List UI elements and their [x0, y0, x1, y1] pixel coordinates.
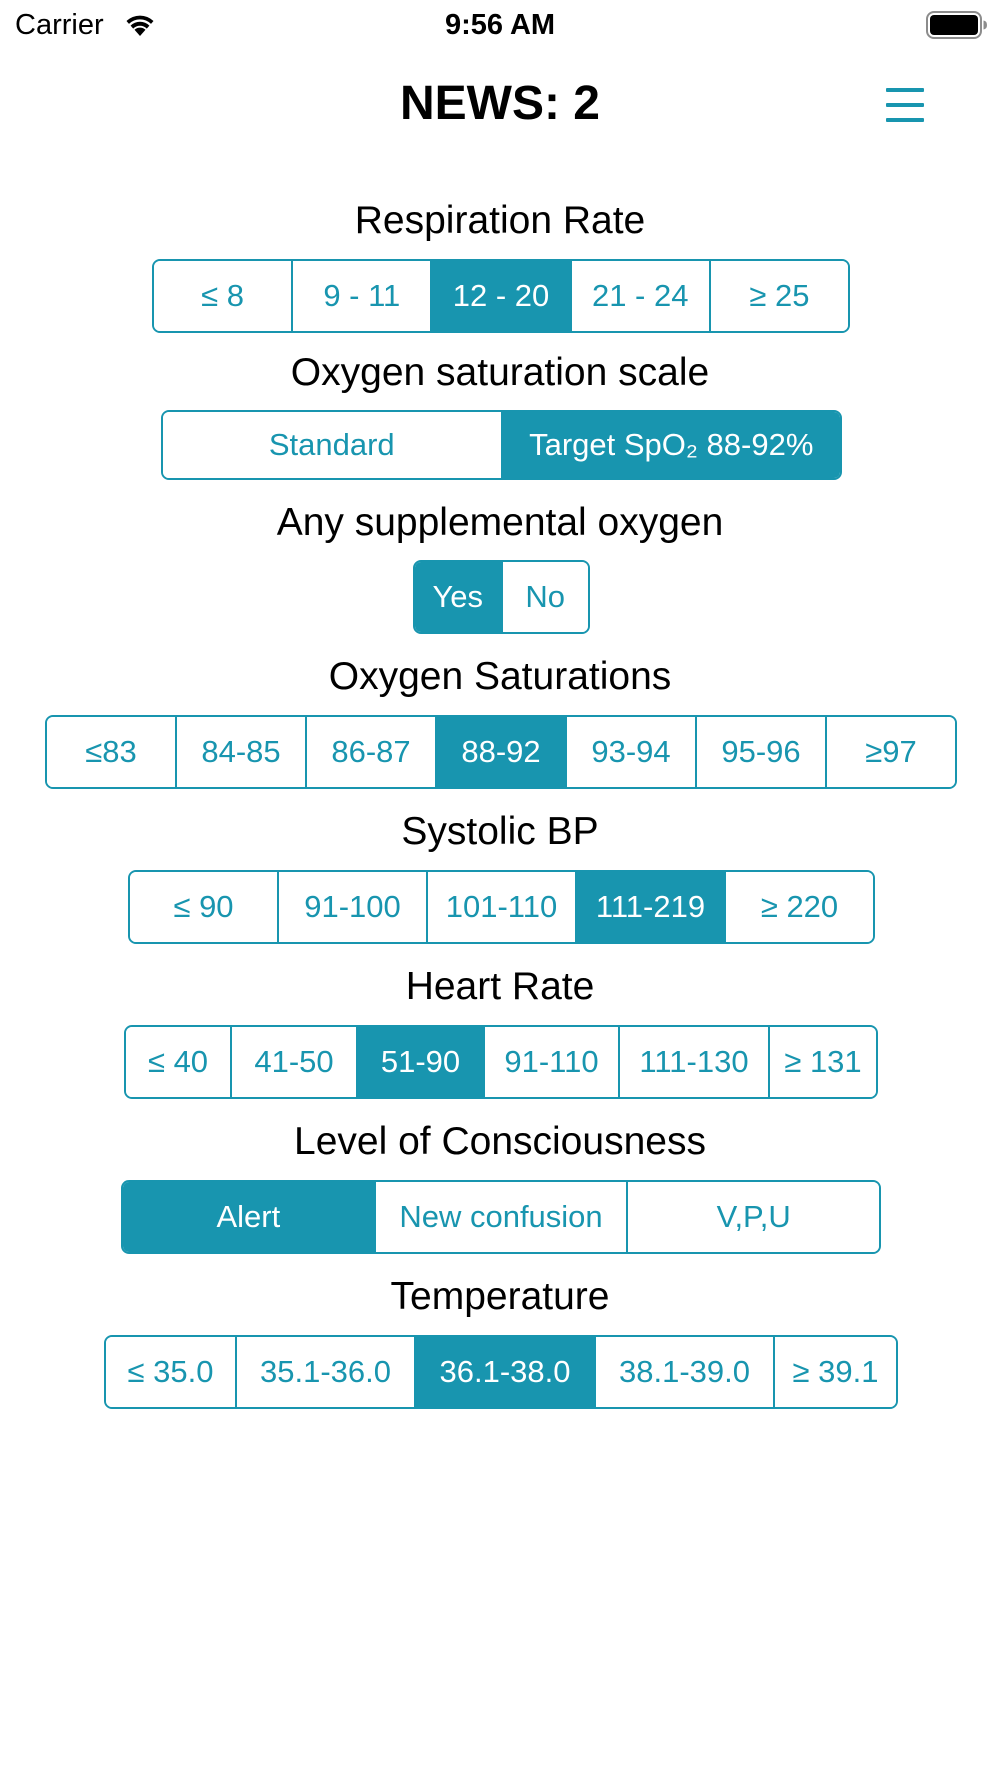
battery-icon — [926, 11, 988, 39]
systolic-bp-control — [128, 870, 875, 944]
temperature-option[interactable]: 38.1-39.0 — [594, 1337, 773, 1407]
temperature-control — [104, 1335, 898, 1409]
systolic-bp-option[interactable]: ≤ 90 — [130, 872, 277, 942]
systolic-bp-option[interactable]: ≥ 220 — [724, 872, 873, 942]
consciousness-vpu-option[interactable]: V,P,U — [626, 1182, 879, 1252]
systolic-bp-label: Systolic BP — [401, 810, 599, 853]
temperature-label: Temperature — [390, 1275, 610, 1318]
oxygen-saturations-label: Oxygen Saturations — [328, 655, 672, 698]
heart-rate-option[interactable]: 41-50 — [230, 1027, 356, 1097]
systolic-bp-option[interactable]: 101-110 — [426, 872, 575, 942]
status-bar — [0, 0, 1000, 50]
respiration-rate-option-selected[interactable]: 12 - 20 — [430, 261, 569, 331]
temperature-option-selected[interactable]: 36.1-38.0 — [414, 1337, 594, 1407]
respiration-rate-option[interactable]: ≤ 8 — [154, 261, 291, 331]
temperature-option[interactable]: ≥ 39.1 — [773, 1337, 896, 1407]
systolic-bp-option-selected[interactable]: 111-219 — [575, 872, 724, 942]
supplemental-oxygen-yes-option-selected[interactable]: Yes — [415, 562, 501, 632]
oxygen-saturations-option[interactable]: 86-87 — [305, 717, 435, 787]
heart-rate-label: Heart Rate — [405, 965, 595, 1008]
oxygen-saturations-option[interactable]: 93-94 — [565, 717, 695, 787]
respiration-rate-control — [152, 259, 850, 333]
level-of-consciousness-label: Level of Consciousness — [294, 1120, 706, 1163]
respiration-rate-option[interactable]: 9 - 11 — [291, 261, 430, 331]
oxygen-saturation-scale-label: Oxygen saturation scale — [290, 351, 710, 394]
oxygen-saturations-option[interactable]: ≥97 — [825, 717, 955, 787]
heart-rate-option[interactable]: ≤ 40 — [126, 1027, 230, 1097]
status-time: 9:56 AM — [444, 9, 556, 41]
consciousness-new-confusion-option[interactable]: New confusion — [374, 1182, 627, 1252]
temperature-option[interactable]: ≤ 35.0 — [106, 1337, 235, 1407]
respiration-rate-option[interactable]: 21 - 24 — [570, 261, 709, 331]
respiration-rate-label: Respiration Rate — [354, 199, 646, 242]
hamburger-menu-icon[interactable] — [884, 86, 928, 126]
heart-rate-option[interactable]: 111-130 — [618, 1027, 768, 1097]
oxygen-saturations-option[interactable]: ≤83 — [47, 717, 175, 787]
respiration-rate-option[interactable]: ≥ 25 — [709, 261, 848, 331]
news-score-title: NEWS: 2 — [399, 77, 600, 130]
oxygen-saturations-option[interactable]: 95-96 — [695, 717, 825, 787]
supplemental-oxygen-label: Any supplemental oxygen — [276, 501, 724, 544]
heart-rate-option[interactable]: 91-110 — [483, 1027, 618, 1097]
heart-rate-control — [124, 1025, 878, 1099]
heart-rate-option-selected[interactable]: 51-90 — [356, 1027, 483, 1097]
oxygen-saturations-option-selected[interactable]: 88-92 — [435, 717, 565, 787]
oxygen-saturation-scale-control — [161, 410, 842, 480]
oxygen-saturations-option[interactable]: 84-85 — [175, 717, 305, 787]
carrier-label: Carrier — [15, 9, 104, 41]
systolic-bp-option[interactable]: 91-100 — [277, 872, 426, 942]
level-of-consciousness-control — [121, 1180, 881, 1254]
oxygen-saturations-control — [45, 715, 957, 789]
standard-scale-option[interactable]: Standard — [163, 412, 501, 478]
supplemental-oxygen-control — [413, 560, 590, 634]
target-spo2-scale-option-selected[interactable]: Target SpO₂ 88-92% — [501, 412, 841, 478]
heart-rate-option[interactable]: ≥ 131 — [768, 1027, 876, 1097]
temperature-option[interactable]: 35.1-36.0 — [235, 1337, 414, 1407]
supplemental-oxygen-no-option[interactable]: No — [501, 562, 589, 632]
consciousness-alert-option-selected[interactable]: Alert — [123, 1182, 374, 1252]
